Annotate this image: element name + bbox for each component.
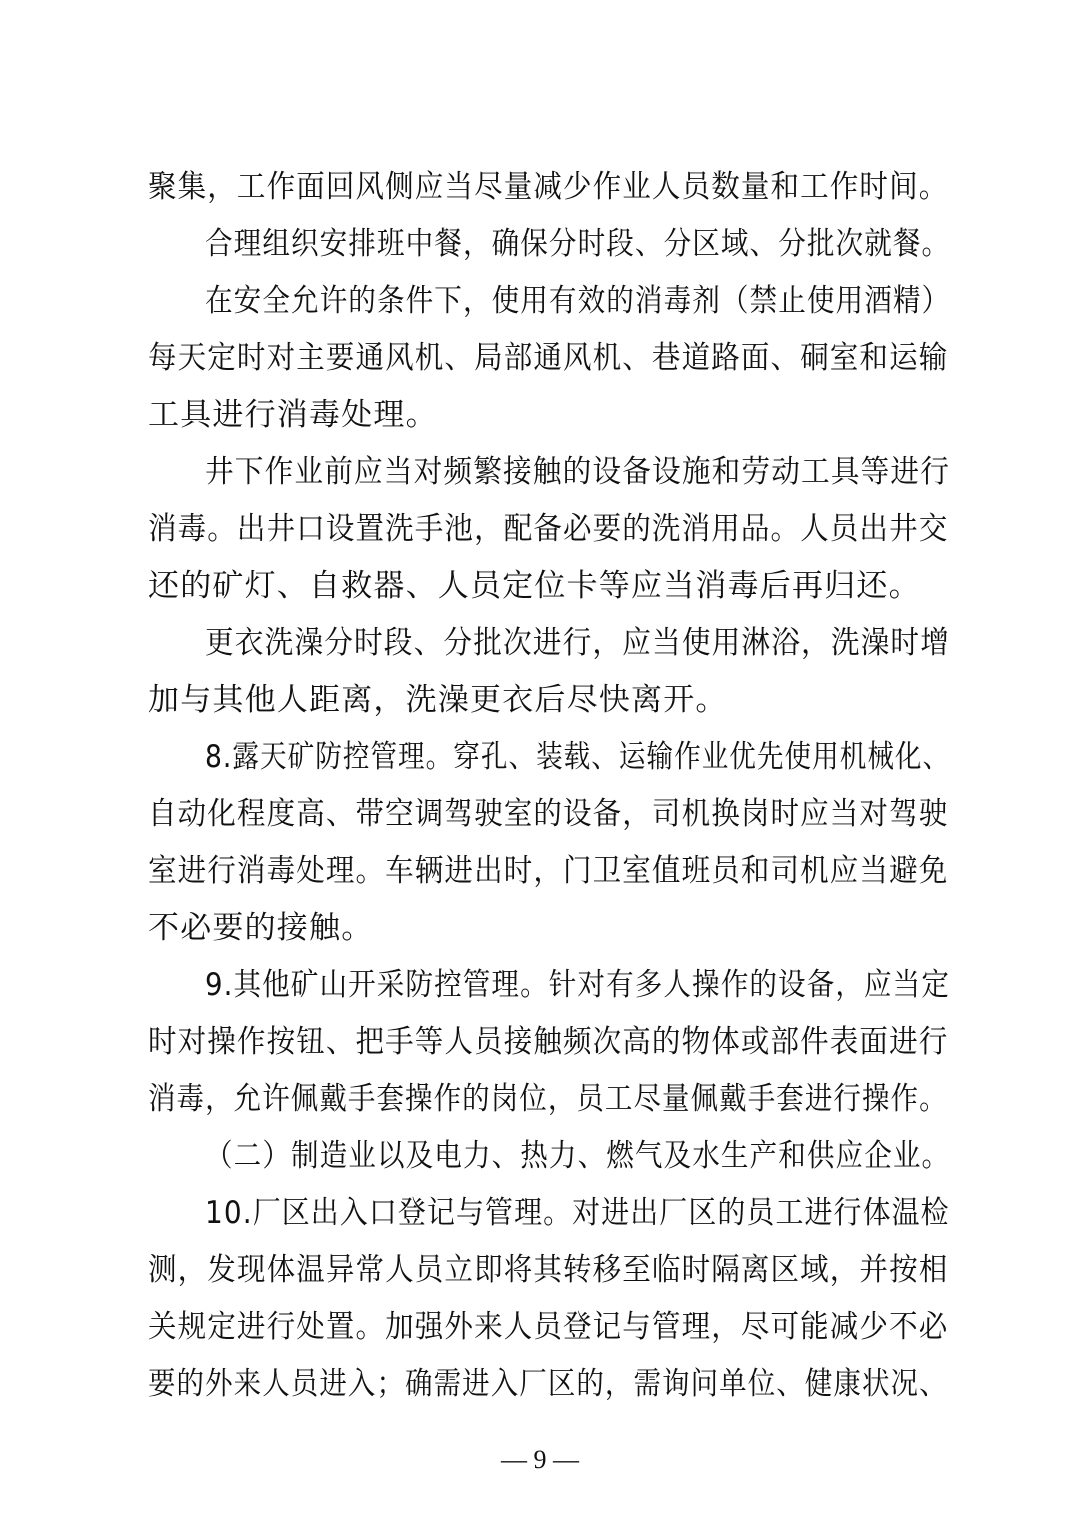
text-run: 要的外来人员进入；确需进入厂区的，需询问单位、健康状况、 bbox=[148, 1366, 948, 1402]
text-line bbox=[148, 1298, 949, 1356]
text-run: 关规定进行处置。加强外来人员登记与管理，尽可能减少不必 bbox=[148, 1309, 949, 1345]
text-run: （二）制造业以及电力、热力、燃气及水生产和供应企业。 bbox=[205, 1138, 951, 1174]
paragraph-start-line bbox=[205, 443, 951, 501]
text-run: 井下作业前应当对频繁接触的设备设施和劳动工具等进行 bbox=[205, 454, 951, 490]
text-run: 自动化程度高、带空调驾驶室的设备，司机换岗时应当对驾驶 bbox=[148, 796, 949, 832]
text-run: 对进出厂区的员工进行体温检 bbox=[572, 1195, 950, 1231]
text-run: 聚集，工作面回风侧应当尽量减少作业人员数量和工作时间。 bbox=[148, 169, 949, 205]
paragraph-start-line bbox=[205, 272, 951, 330]
text-line bbox=[148, 329, 949, 387]
text-line bbox=[148, 500, 949, 558]
text-run: 测，发现体温异常人员立即将其转移至临时隔离区域，并按相 bbox=[148, 1252, 949, 1288]
text-line bbox=[148, 158, 949, 216]
paragraph-start-line bbox=[205, 614, 951, 672]
text-run: 更衣洗澡分时段、分批次进行，应当使用淋浴，洗澡时增 bbox=[205, 625, 951, 661]
text-run: 合理组织安排班中餐，确保分时段、分区域、分批次就餐。 bbox=[205, 226, 951, 262]
text-run: 时对操作按钮、把手等人员接触频次高的物体或部件表面进行 bbox=[148, 1024, 949, 1060]
text-run: 不必要的接触。 bbox=[148, 910, 374, 946]
section-heading: 8.露天矿防控管理。 bbox=[205, 739, 454, 775]
text-run: 消毒，允许佩戴手套操作的岗位，员工尽量佩戴手套进行操作。 bbox=[148, 1081, 948, 1117]
text-run: 室进行消毒处理。车辆进出时，门卫室值班员和司机应当避免 bbox=[148, 853, 949, 889]
text-line bbox=[148, 899, 948, 957]
text-run: 加与其他人距离，洗澡更衣后尽快离开。 bbox=[148, 682, 728, 718]
text-line bbox=[148, 1013, 949, 1071]
page-number: — 9 — bbox=[501, 1445, 579, 1474]
text-line bbox=[148, 1241, 949, 1299]
text-line bbox=[148, 671, 948, 729]
subsection-heading-line bbox=[205, 1127, 951, 1185]
text-line bbox=[148, 386, 948, 444]
text-run: 每天定时对主要通风机、局部通风机、巷道路面、硐室和运输 bbox=[148, 340, 949, 376]
section-heading: 9.其他矿山开采防控管理。 bbox=[205, 967, 549, 1003]
text-run: 在安全允许的条件下，使用有效的消毒剂（禁止使用酒精） bbox=[205, 283, 951, 319]
text-run: 穿孔、装载、运输作业优先使用机械化、 bbox=[453, 739, 951, 775]
text-line bbox=[148, 1355, 948, 1413]
text-run: 针对有多人操作的设备，应当定 bbox=[548, 967, 951, 1003]
paragraph-start-line bbox=[205, 956, 951, 1014]
text-line bbox=[148, 785, 949, 843]
text-line bbox=[148, 557, 948, 615]
text-run: 消毒。出井口设置洗手池，配备必要的洗消用品。人员出井交 bbox=[148, 511, 949, 547]
text-line bbox=[148, 1070, 948, 1128]
text-line bbox=[148, 842, 949, 900]
text-run: 还的矿灯、自救器、人员定位卡等应当消毒后再归还。 bbox=[148, 568, 921, 604]
section-heading: 10.厂区出入口登记与管理。 bbox=[205, 1195, 573, 1231]
paragraph-start-line bbox=[205, 215, 951, 273]
text-run: 工具进行消毒处理。 bbox=[148, 397, 438, 433]
paragraph-start-line bbox=[205, 728, 951, 786]
paragraph-start-line bbox=[205, 1184, 950, 1242]
